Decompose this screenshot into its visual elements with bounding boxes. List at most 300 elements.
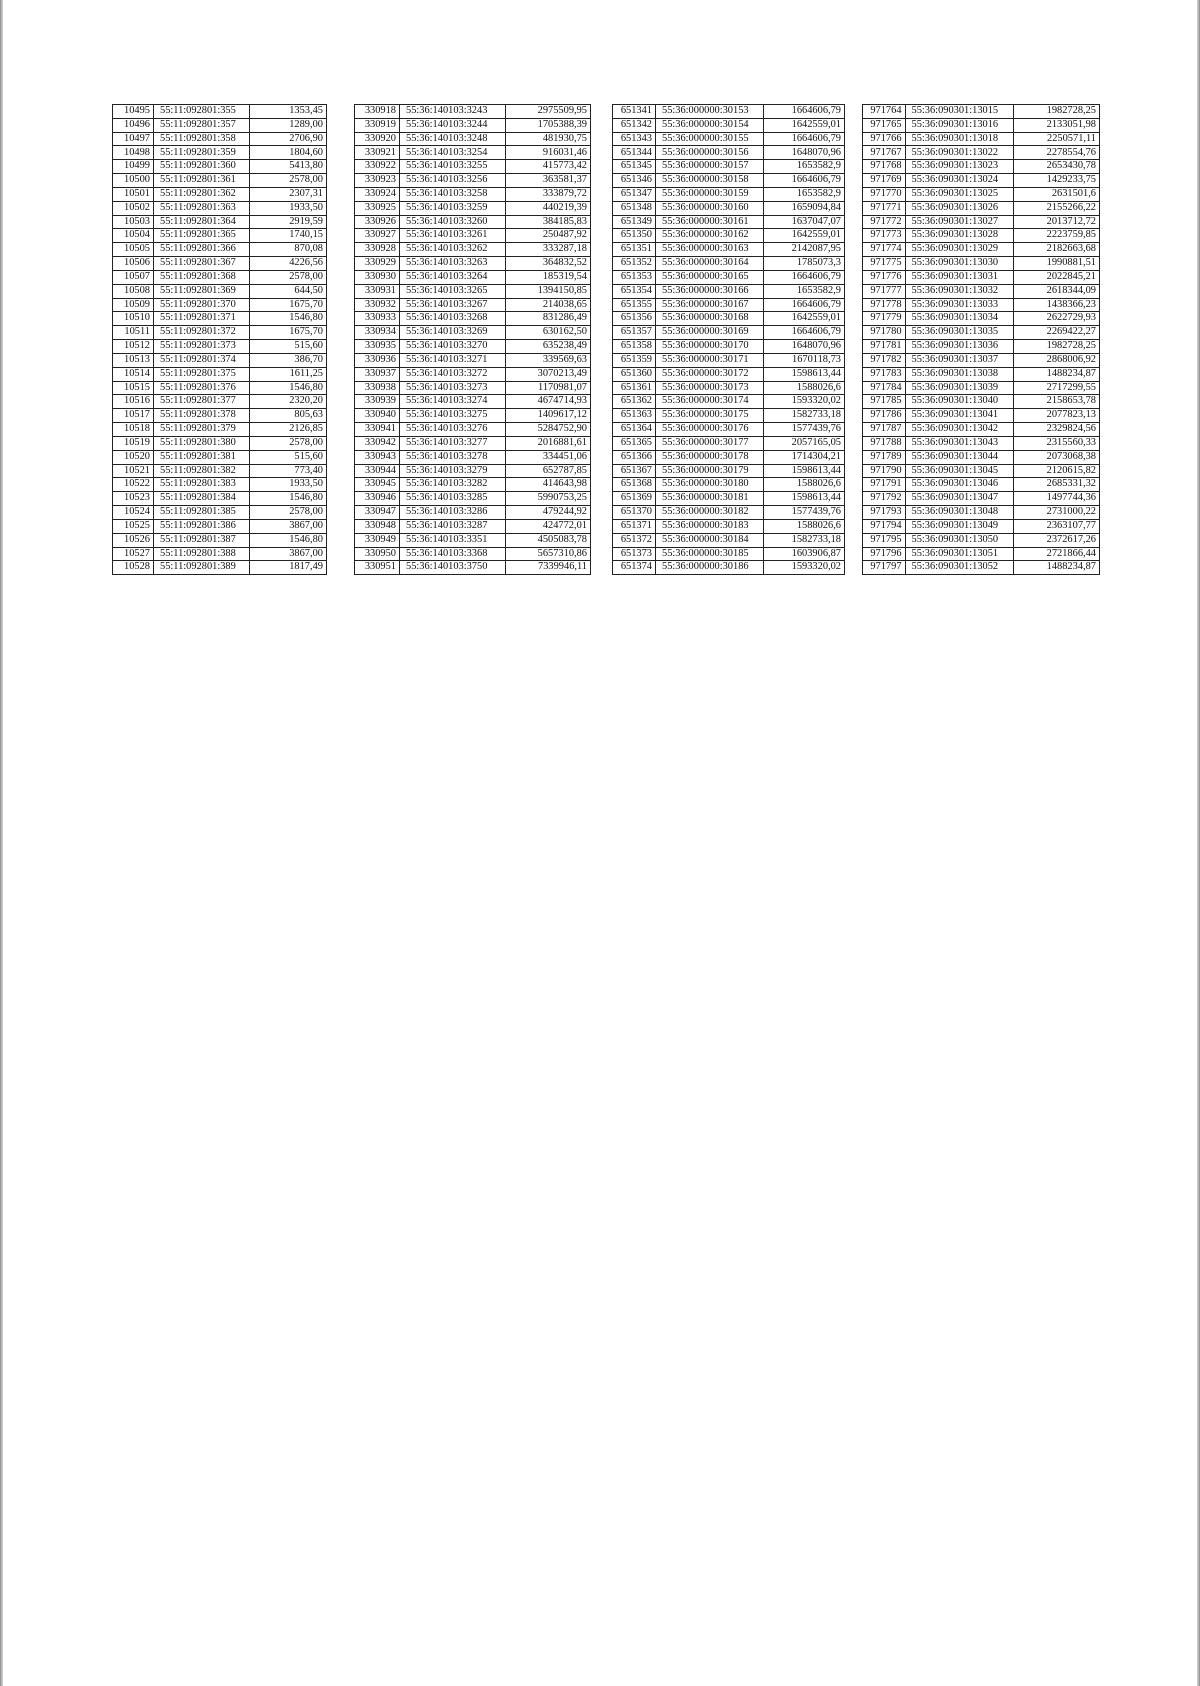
cadastral-number-cell: 55:36:140103:3269: [400, 326, 506, 340]
table-row: [613, 547, 845, 561]
cadastral-number-cell: 55:36:140103:3256: [400, 174, 506, 188]
table-row: [355, 409, 591, 423]
table-row: [863, 492, 1100, 506]
value-cell: 414643,98: [506, 478, 591, 492]
table-row: [863, 326, 1100, 340]
row-number-cell: 10496: [113, 118, 154, 132]
value-cell: 2721866,44: [1014, 547, 1100, 561]
table-row: [113, 229, 327, 243]
table-row: [113, 492, 327, 506]
value-cell: 805,63: [250, 409, 327, 423]
value-cell: 2073068,38: [1014, 450, 1100, 464]
row-number-cell: 330937: [355, 367, 400, 381]
table-row: [355, 367, 591, 381]
table-row: [613, 118, 845, 132]
cadastral-number-cell: 55:11:092801:357: [154, 118, 250, 132]
cadastral-number-cell: 55:36:000000:30163: [656, 243, 764, 257]
table-row: [355, 160, 591, 174]
row-number-cell: 10500: [113, 174, 154, 188]
cadastral-number-cell: 55:36:000000:30159: [656, 187, 764, 201]
table-row: [863, 436, 1100, 450]
value-cell: 1664606,79: [764, 298, 845, 312]
table-row: [113, 298, 327, 312]
cadastral-number-cell: 55:36:140103:3287: [400, 519, 506, 533]
cadastral-number-cell: 55:36:140103:3254: [400, 146, 506, 160]
table-row: [355, 506, 591, 520]
cadastral-number-cell: 55:36:090301:13018: [905, 132, 1014, 146]
row-number-cell: 330928: [355, 243, 400, 257]
table-row: [613, 492, 845, 506]
cadastral-number-cell: 55:11:092801:379: [154, 423, 250, 437]
row-number-cell: 651362: [613, 395, 656, 409]
table-row: [113, 450, 327, 464]
value-cell: 2363107,77: [1014, 519, 1100, 533]
cadastral-number-cell: 55:36:000000:30183: [656, 519, 764, 533]
cadastral-number-cell: 55:11:092801:383: [154, 478, 250, 492]
row-number-cell: 971776: [863, 270, 906, 284]
value-cell: 1603906,87: [764, 547, 845, 561]
value-cell: 1804,60: [250, 146, 327, 160]
cadastral-number-cell: 55:11:092801:376: [154, 381, 250, 395]
row-number-cell: 10497: [113, 132, 154, 146]
row-number-cell: 651349: [613, 215, 656, 229]
table-row: [863, 353, 1100, 367]
cadastral-number-cell: 55:36:140103:3263: [400, 257, 506, 271]
row-number-cell: 10515: [113, 381, 154, 395]
cadastral-number-cell: 55:11:092801:378: [154, 409, 250, 423]
row-number-cell: 971765: [863, 118, 906, 132]
value-cell: 2975509,95: [506, 105, 591, 119]
row-number-cell: 651367: [613, 464, 656, 478]
cadastral-number-cell: 55:36:090301:13039: [905, 381, 1014, 395]
row-number-cell: 971785: [863, 395, 906, 409]
row-number-cell: 971792: [863, 492, 906, 506]
cadastral-number-cell: 55:36:140103:3278: [400, 450, 506, 464]
row-number-cell: 651343: [613, 132, 656, 146]
row-number-cell: 330942: [355, 436, 400, 450]
value-cell: 1648070,96: [764, 146, 845, 160]
table-row: [113, 243, 327, 257]
row-number-cell: 330921: [355, 146, 400, 160]
row-number-cell: 971796: [863, 547, 906, 561]
cadastral-number-cell: 55:36:000000:30176: [656, 423, 764, 437]
table-row: [863, 215, 1100, 229]
cadastral-number-cell: 55:36:000000:30186: [656, 561, 764, 575]
table-row: [113, 284, 327, 298]
cadastral-number-cell: 55:11:092801:384: [154, 492, 250, 506]
value-cell: 1933,50: [250, 478, 327, 492]
table-row: [863, 270, 1100, 284]
value-cell: 334451,06: [506, 450, 591, 464]
cadastral-number-cell: 55:11:092801:372: [154, 326, 250, 340]
value-cell: 5284752,90: [506, 423, 591, 437]
value-cell: 1670118,73: [764, 353, 845, 367]
cadastral-number-cell: 55:36:000000:30162: [656, 229, 764, 243]
cadastral-number-cell: 55:36:140103:3261: [400, 229, 506, 243]
value-cell: 1817,49: [250, 561, 327, 575]
row-number-cell: 971780: [863, 326, 906, 340]
cadastral-number-cell: 55:36:000000:30175: [656, 409, 764, 423]
row-number-cell: 971775: [863, 257, 906, 271]
value-cell: 2307,31: [250, 187, 327, 201]
value-cell: 1588026,6: [764, 519, 845, 533]
parcel-table-1: [112, 104, 327, 575]
row-number-cell: 330944: [355, 464, 400, 478]
cadastral-number-cell: 55:36:140103:3258: [400, 187, 506, 201]
row-number-cell: 10522: [113, 478, 154, 492]
table-row: [613, 340, 845, 354]
cadastral-number-cell: 55:36:000000:30167: [656, 298, 764, 312]
value-cell: 1577439,76: [764, 423, 845, 437]
cadastral-number-cell: 55:36:140103:3244: [400, 118, 506, 132]
value-cell: 1170981,07: [506, 381, 591, 395]
value-cell: 250487,92: [506, 229, 591, 243]
table-row: [355, 353, 591, 367]
row-number-cell: 330933: [355, 312, 400, 326]
table-row: [355, 492, 591, 506]
value-cell: 1582733,18: [764, 409, 845, 423]
table-row: [613, 132, 845, 146]
table-row: [355, 270, 591, 284]
table-row: [863, 284, 1100, 298]
table-row: [613, 270, 845, 284]
cadastral-number-cell: 55:36:090301:13031: [905, 270, 1014, 284]
row-number-cell: 651363: [613, 409, 656, 423]
cadastral-number-cell: 55:11:092801:361: [154, 174, 250, 188]
value-cell: 1488234,87: [1014, 367, 1100, 381]
cadastral-number-cell: 55:36:000000:30160: [656, 201, 764, 215]
row-number-cell: 651341: [613, 105, 656, 119]
row-number-cell: 971768: [863, 160, 906, 174]
table-row: [113, 160, 327, 174]
row-number-cell: 10511: [113, 326, 154, 340]
table-row: [113, 381, 327, 395]
row-number-cell: 10505: [113, 243, 154, 257]
value-cell: 1488234,87: [1014, 561, 1100, 575]
table-row: [613, 257, 845, 271]
cadastral-number-cell: 55:36:090301:13045: [905, 464, 1014, 478]
table-row: [113, 506, 327, 520]
cadastral-number-cell: 55:11:092801:374: [154, 353, 250, 367]
table-row: [355, 478, 591, 492]
value-cell: 1933,50: [250, 201, 327, 215]
row-number-cell: 651353: [613, 270, 656, 284]
table-row: [863, 381, 1100, 395]
value-cell: 2155266,22: [1014, 201, 1100, 215]
cadastral-number-cell: 55:11:092801:366: [154, 243, 250, 257]
cadastral-number-cell: 55:36:090301:13032: [905, 284, 1014, 298]
value-cell: 384185,83: [506, 215, 591, 229]
cadastral-number-cell: 55:36:090301:13035: [905, 326, 1014, 340]
cadastral-number-cell: 55:36:090301:13033: [905, 298, 1014, 312]
table-row: [355, 340, 591, 354]
value-cell: 1653582,9: [764, 160, 845, 174]
cadastral-number-cell: 55:36:000000:30182: [656, 506, 764, 520]
row-number-cell: 10516: [113, 395, 154, 409]
table-row: [863, 561, 1100, 575]
cadastral-number-cell: 55:36:140103:3285: [400, 492, 506, 506]
cadastral-number-cell: 55:36:090301:13015: [905, 105, 1014, 119]
cadastral-number-cell: 55:36:140103:3267: [400, 298, 506, 312]
row-number-cell: 651360: [613, 367, 656, 381]
cadastral-number-cell: 55:36:090301:13043: [905, 436, 1014, 450]
value-cell: 1409617,12: [506, 409, 591, 423]
table-row: [355, 187, 591, 201]
row-number-cell: 651346: [613, 174, 656, 188]
cadastral-number-cell: 55:11:092801:363: [154, 201, 250, 215]
row-number-cell: 330939: [355, 395, 400, 409]
value-cell: 5990753,25: [506, 492, 591, 506]
table-row: [355, 423, 591, 437]
table-row: [613, 312, 845, 326]
table-row: [863, 423, 1100, 437]
cadastral-number-cell: 55:11:092801:359: [154, 146, 250, 160]
table-row: [863, 201, 1100, 215]
table-row: [613, 561, 845, 575]
table-row: [863, 478, 1100, 492]
table-row: [613, 298, 845, 312]
value-cell: 2578,00: [250, 270, 327, 284]
row-number-cell: 330925: [355, 201, 400, 215]
row-number-cell: 10503: [113, 215, 154, 229]
cadastral-number-cell: 55:36:000000:30180: [656, 478, 764, 492]
value-cell: 644,50: [250, 284, 327, 298]
value-cell: 5657310,86: [506, 547, 591, 561]
value-cell: 2057165,05: [764, 436, 845, 450]
table-row: [355, 132, 591, 146]
row-number-cell: 651365: [613, 436, 656, 450]
table-row: [113, 132, 327, 146]
row-number-cell: 10513: [113, 353, 154, 367]
value-cell: 1588026,6: [764, 478, 845, 492]
table-row: [355, 215, 591, 229]
cadastral-number-cell: 55:36:140103:3259: [400, 201, 506, 215]
row-number-cell: 10510: [113, 312, 154, 326]
table-row: [613, 243, 845, 257]
cadastral-number-cell: 55:36:140103:3243: [400, 105, 506, 119]
value-cell: 773,40: [250, 464, 327, 478]
value-cell: 1648070,96: [764, 340, 845, 354]
cadastral-number-cell: 55:36:000000:30177: [656, 436, 764, 450]
row-number-cell: 971764: [863, 105, 906, 119]
cadastral-number-cell: 55:36:140103:3260: [400, 215, 506, 229]
table-row: [355, 105, 591, 119]
value-cell: 1588026,6: [764, 381, 845, 395]
row-number-cell: 330932: [355, 298, 400, 312]
value-cell: 214038,65: [506, 298, 591, 312]
table-row: [613, 146, 845, 160]
cadastral-number-cell: 55:36:140103:3265: [400, 284, 506, 298]
value-cell: 1664606,79: [764, 326, 845, 340]
value-cell: 2717299,55: [1014, 381, 1100, 395]
cadastral-number-cell: 55:36:090301:13029: [905, 243, 1014, 257]
row-number-cell: 651374: [613, 561, 656, 575]
table-row: [355, 312, 591, 326]
value-cell: 2622729,93: [1014, 312, 1100, 326]
table-row: [613, 367, 845, 381]
row-number-cell: 10499: [113, 160, 154, 174]
row-number-cell: 651352: [613, 257, 656, 271]
value-cell: 2142087,95: [764, 243, 845, 257]
table-row: [613, 533, 845, 547]
table-row: [113, 519, 327, 533]
value-cell: 3070213,49: [506, 367, 591, 381]
table-row: [355, 229, 591, 243]
table-row: [613, 395, 845, 409]
cadastral-number-cell: 55:36:000000:30173: [656, 381, 764, 395]
table-row: [863, 367, 1100, 381]
value-cell: 2022845,21: [1014, 270, 1100, 284]
cadastral-number-cell: 55:36:140103:3282: [400, 478, 506, 492]
row-number-cell: 10517: [113, 409, 154, 423]
cadastral-number-cell: 55:36:140103:3279: [400, 464, 506, 478]
table-row: [113, 270, 327, 284]
table-row: [613, 450, 845, 464]
row-number-cell: 971774: [863, 243, 906, 257]
cadastral-number-cell: 55:36:000000:30171: [656, 353, 764, 367]
cadastral-number-cell: 55:36:140103:3272: [400, 367, 506, 381]
row-number-cell: 330924: [355, 187, 400, 201]
table-row: [613, 326, 845, 340]
value-cell: 1546,80: [250, 492, 327, 506]
row-number-cell: 971793: [863, 506, 906, 520]
row-number-cell: 971779: [863, 312, 906, 326]
row-number-cell: 330946: [355, 492, 400, 506]
value-cell: 333287,18: [506, 243, 591, 257]
table-row: [863, 243, 1100, 257]
row-number-cell: 330938: [355, 381, 400, 395]
table-row: [113, 146, 327, 160]
table-row: [863, 450, 1100, 464]
value-cell: 1714304,21: [764, 450, 845, 464]
table-row: [863, 298, 1100, 312]
scan-edge-left: [0, 0, 3, 1686]
table-row: [355, 450, 591, 464]
cadastral-number-cell: 55:11:092801:386: [154, 519, 250, 533]
value-cell: 1577439,76: [764, 506, 845, 520]
cadastral-number-cell: 55:11:092801:382: [154, 464, 250, 478]
table-row: [113, 340, 327, 354]
cadastral-number-cell: 55:36:140103:3276: [400, 423, 506, 437]
table-row: [113, 464, 327, 478]
cadastral-number-cell: 55:11:092801:380: [154, 436, 250, 450]
table-row: [355, 174, 591, 188]
cadastral-number-cell: 55:36:090301:13030: [905, 257, 1014, 271]
cadastral-number-cell: 55:11:092801:371: [154, 312, 250, 326]
cadastral-number-cell: 55:36:140103:3255: [400, 160, 506, 174]
table-row: [863, 533, 1100, 547]
table-row: [613, 506, 845, 520]
cadastral-number-cell: 55:36:000000:30161: [656, 215, 764, 229]
cadastral-number-cell: 55:36:000000:30169: [656, 326, 764, 340]
cadastral-number-cell: 55:36:090301:13026: [905, 201, 1014, 215]
row-number-cell: 330927: [355, 229, 400, 243]
cadastral-number-cell: 55:36:000000:30164: [656, 257, 764, 271]
row-number-cell: 971766: [863, 132, 906, 146]
cadastral-number-cell: 55:36:140103:3286: [400, 506, 506, 520]
row-number-cell: 330934: [355, 326, 400, 340]
value-cell: 4505083,78: [506, 533, 591, 547]
cadastral-number-cell: 55:36:000000:30153: [656, 105, 764, 119]
row-number-cell: 10495: [113, 105, 154, 119]
parcel-table-2: [354, 104, 591, 575]
row-number-cell: 971783: [863, 367, 906, 381]
row-number-cell: 330936: [355, 353, 400, 367]
cadastral-number-cell: 55:36:140103:3262: [400, 243, 506, 257]
value-cell: 1740,15: [250, 229, 327, 243]
cadastral-number-cell: 55:11:092801:355: [154, 105, 250, 119]
table-row: [113, 533, 327, 547]
value-cell: 2278554,76: [1014, 146, 1100, 160]
cadastral-number-cell: 55:36:140103:3268: [400, 312, 506, 326]
table-row: [113, 326, 327, 340]
value-cell: 2315560,33: [1014, 436, 1100, 450]
table-row: [113, 187, 327, 201]
value-cell: 1664606,79: [764, 132, 845, 146]
value-cell: 2653430,78: [1014, 160, 1100, 174]
row-number-cell: 651357: [613, 326, 656, 340]
row-number-cell: 10512: [113, 340, 154, 354]
value-cell: 1611,25: [250, 367, 327, 381]
cadastral-number-cell: 55:36:000000:30155: [656, 132, 764, 146]
table-row: [355, 561, 591, 575]
table-row: [113, 353, 327, 367]
row-number-cell: 330940: [355, 409, 400, 423]
cadastral-number-cell: 55:36:090301:13041: [905, 409, 1014, 423]
cadastral-number-cell: 55:36:090301:13023: [905, 160, 1014, 174]
value-cell: 3867,00: [250, 519, 327, 533]
cadastral-number-cell: 55:36:140103:3248: [400, 132, 506, 146]
row-number-cell: 971777: [863, 284, 906, 298]
row-number-cell: 10502: [113, 201, 154, 215]
row-number-cell: 651368: [613, 478, 656, 492]
cadastral-number-cell: 55:11:092801:381: [154, 450, 250, 464]
table-row: [613, 353, 845, 367]
row-number-cell: 330926: [355, 215, 400, 229]
value-cell: 1394150,85: [506, 284, 591, 298]
row-number-cell: 330941: [355, 423, 400, 437]
row-number-cell: 651344: [613, 146, 656, 160]
table-row: [113, 201, 327, 215]
cadastral-number-cell: 55:11:092801:377: [154, 395, 250, 409]
value-cell: 2919,59: [250, 215, 327, 229]
cadastral-number-cell: 55:36:140103:3270: [400, 340, 506, 354]
value-cell: 1659094,84: [764, 201, 845, 215]
cadastral-number-cell: 55:36:090301:13027: [905, 215, 1014, 229]
row-number-cell: 10506: [113, 257, 154, 271]
value-cell: 2016881,61: [506, 436, 591, 450]
table-row: [863, 340, 1100, 354]
table-row: [613, 160, 845, 174]
table-row: [863, 105, 1100, 119]
value-cell: 386,70: [250, 353, 327, 367]
table-row: [613, 105, 845, 119]
row-number-cell: 651351: [613, 243, 656, 257]
cadastral-number-cell: 55:36:000000:30172: [656, 367, 764, 381]
row-number-cell: 10514: [113, 367, 154, 381]
cadastral-number-cell: 55:11:092801:368: [154, 270, 250, 284]
cadastral-number-cell: 55:36:000000:30154: [656, 118, 764, 132]
row-number-cell: 971797: [863, 561, 906, 575]
value-cell: 2250571,11: [1014, 132, 1100, 146]
table-row: [613, 464, 845, 478]
value-cell: 1642559,01: [764, 229, 845, 243]
table-row: [355, 326, 591, 340]
row-number-cell: 971771: [863, 201, 906, 215]
table-row: [355, 436, 591, 450]
row-number-cell: 330951: [355, 561, 400, 575]
table-row: [863, 395, 1100, 409]
